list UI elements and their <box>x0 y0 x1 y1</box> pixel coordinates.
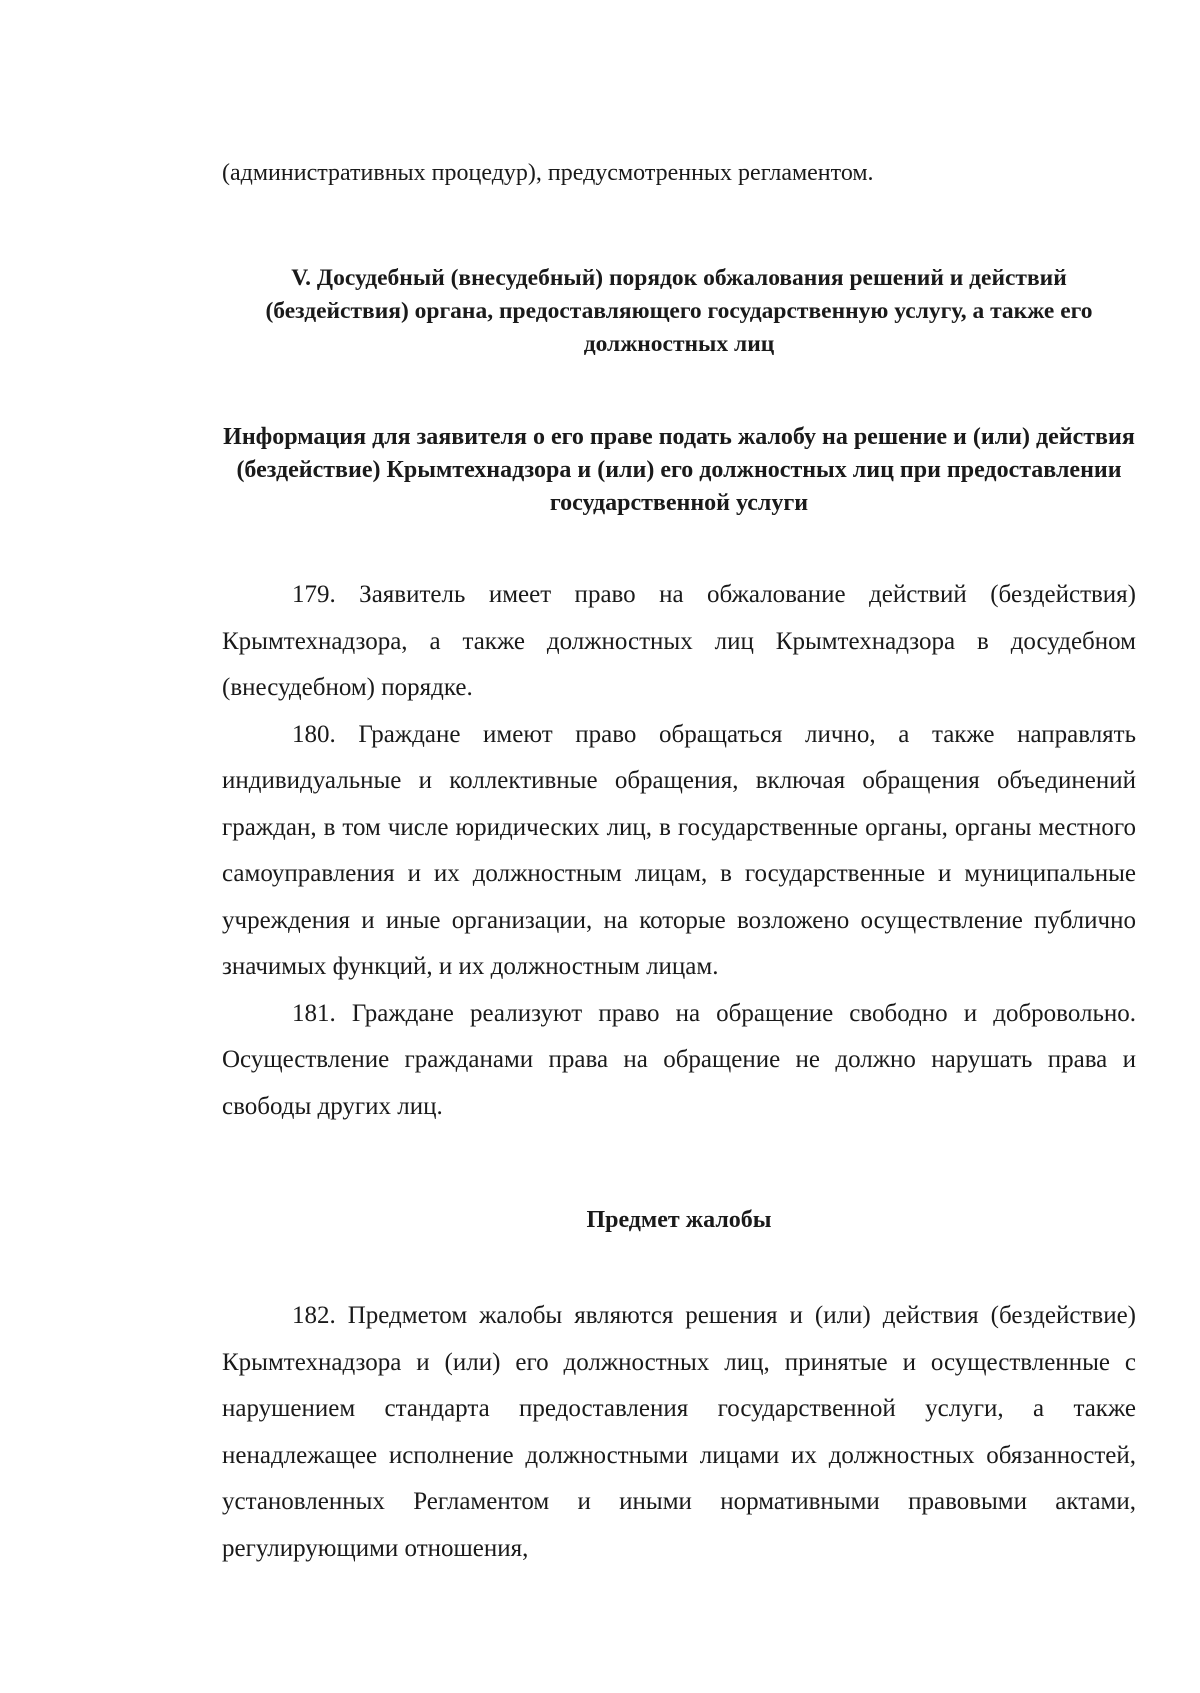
section-title: V. Досудебный (внесудебный) порядок обжалования решений и действий (бездействия) органа, предоставляющего государственную услугу, а также его должностных лиц <box>265 265 1093 357</box>
carry-over-line: (административных процедур), предусмотренных регламентом. <box>222 160 874 186</box>
paragraph-182: 182. Предметом жалобы являются решения и (или) действия (бездействие) Крымтехнадзора и (или) его должностных лиц, принятые и осуществленные с нарушением стандарта предоставления государственной услуги, а также ненадлежащее исполнение должностными лицами их должностных обязанностей, установленных Регламентом и иными нормативными правовыми актами, регулирующими отношения, <box>222 1302 1136 1562</box>
document-page <box>222 150 1136 1572</box>
paragraph-180: 180. Граждане имеют право обращаться лично, а также направлять индивидуальные и коллективные обращения, включая обращения объединений граждан, в том числе юридических лиц, в государственные органы, органы местного самоуправления и их должностным лицам, в государственные и муниципальные учреждения и иные организации, на которые возложено осуществление публично значимых функций, и их должностным лицам. <box>222 720 1136 980</box>
paragraph-179: 179. Заявитель имеет право на обжалование действий (бездействия) Крымтехнадзора, а также должностных лиц Крымтехнадзора в досудебном (внесудебном) порядке. <box>222 581 1136 701</box>
subject-block <box>222 1293 1136 1572</box>
paragraph-181: 181. Граждане реализуют право на обращение свободно и добровольно. Осуществление гражданами права на обращение не должно нарушать права и свободы других лиц. <box>222 999 1136 1120</box>
subject-title: Предмет жалобы <box>586 1207 772 1233</box>
paragraph-block <box>222 572 1136 1130</box>
info-title: Информация для заявителя о его праве подать жалобу на решение и (или) действия (бездействие) Крымтехнадзора и (или) его должностных лиц при предоставлении государственной услуги <box>223 424 1135 516</box>
